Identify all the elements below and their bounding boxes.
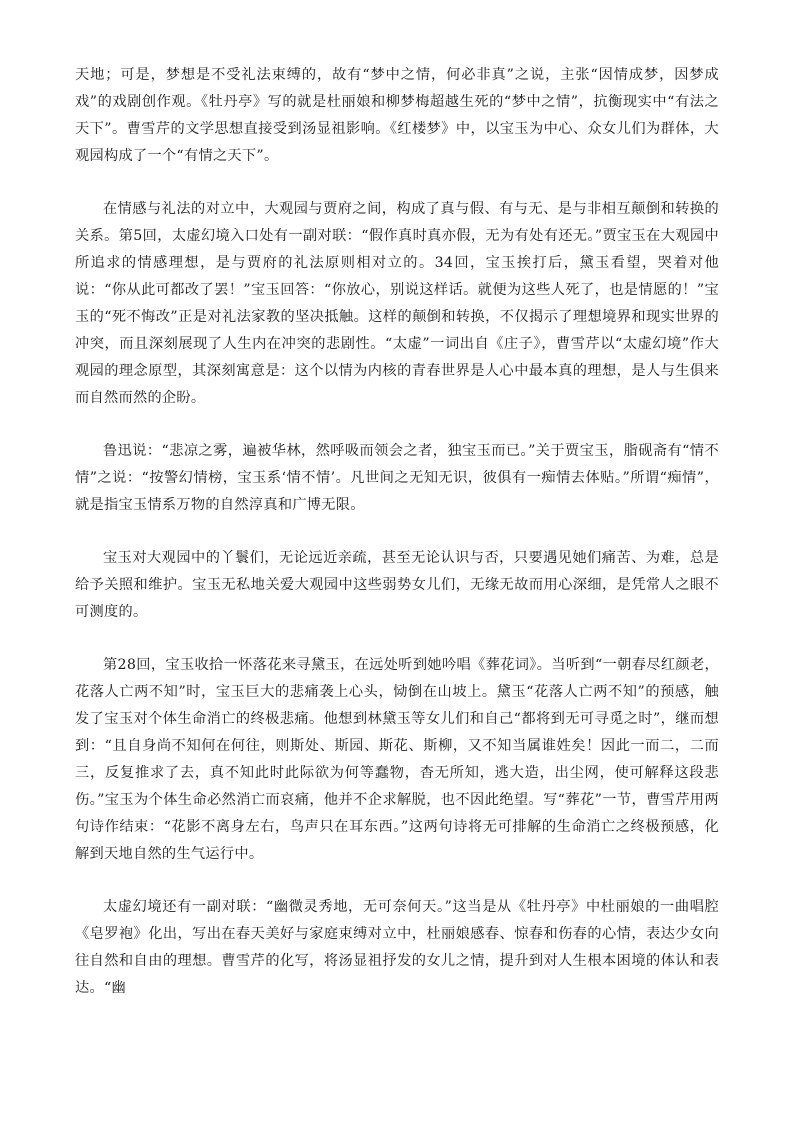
paragraph-burying-flowers: 第28回，宝玉收拾一怀落花来寻黛玉，在远处听到她吟唱《葬花词》。当听到“一朝春尽红颜老，花落人亡两不知”时，宝玉巨大的悲痛袭上心头，恸倒在山坡上。黛玉“花落人亡两不知”的预感，触发了宝玉对个体生命消亡的终极悲痛。他想到林黛玉等女儿们和自己“都将到无可寻觅之时”，继而想到：“且自身尚不知何在何往，则斯处、斯园、斯花、斯柳，又不知当属谁姓矣！因此一而二，二而三，反复推求了去，真不知此时此际欲为何等蠢物，杳无所知，逃大造，出尘网，使可解释这段悲伤。”宝玉为个体生命必然消亡而哀痛，他并不企求解脱，也不因此绝望。写“葬花”一节，曹雪芹用两句诗作结束：“花影不离身左右，鸟声只在耳东西。”这两句诗将无可排解的生命消亡之终极预感，化解到天地自然的生气运行中。: [75, 657, 719, 862]
paragraph-baoyu-care: 宝玉对大观园中的丫鬟们，无论远近亲疏，甚至无论认识与否，只要遇见她们痛苦、为难，总是给予关照和维护。宝玉无私地关爱大观园中这些弱势女儿们，无缘无故而用心深细，是凭常人之眼不可测度的。: [75, 550, 719, 620]
paragraph-lu-xun-quote: 鲁迅说：“悲凉之雾，遍被华林，然呼吸而领会之者，独宝玉而已。”关于贾宝玉，脂砚斋有“情不情”之说：“按警幻情榜，宝玉系‘情不情’。凡世间之无知无识，彼俱有一痴情去体贴。”所谓“痴情”，就是指宝玉情系万物的自然淳真和广博无限。: [75, 443, 719, 513]
paragraph-emotion-vs-ritual: 在情感与礼法的对立中，大观园与贾府之间，构成了真与假、有与无、是与非相互颠倒和转换的关系。第5回，太虚幻境入口处有一副对联：“假作真时真亦假，无为有处有还无。”贾宝玉在大观园中所追求的情感理想，是与贾府的礼法原则相对立的。34回，宝玉挨打后，黛玉看望，哭着对他说：“你从此可都改了罢！”宝玉回答：“你放心，别说这样话。就便为这些人死了，也是情愿的！”宝玉的“死不悔改”正是对礼法家教的坚决抵触。这样的颠倒和转换，不仅揭示了理想境界和现实世界的冲突，而且深刻展现了人生内在冲突的悲剧性。“太虚”一词出自《庄子》，曹雪芹以“太虚幻境”作大观园的理念原型，其深刻寓意是：这个以情为内核的青春世界是人心中最本真的理想，是人与生俱来而自然而然的企盼。: [75, 201, 719, 406]
body-text: [75, 62, 719, 1028]
paragraph-taixu-couplet: 太虚幻境还有一副对联：“幽微灵秀地，无可奈何天。”这当是从《牡丹亭》中杜丽娘的一曲唱腔《皂罗袍》化出，写出在春天美好与家庭束缚对立中，杜丽娘感春、惊春和伤春的心情，表达少女向往自然和自由的理想。曹雪芹的化写，将汤显祖抒发的女儿之情，提升到对人生根本困境的体认和表达。“幽: [75, 899, 719, 996]
paragraph-continuation: 天地；可是，梦想是不受礼法束缚的，故有“梦中之情，何必非真”之说，主张“因情成梦，因梦成戏”的戏剧创作观。《牡丹亭》写的就是杜丽娘和柳梦梅超越生死的“梦中之情”，抗衡现实中“有法之天下”。曹雪芹的文学思想直接受到汤显祖影响。《红楼梦》中，以宝玉为中心、众女儿们为群体，大观园构成了一个“有情之天下”。: [75, 67, 719, 164]
